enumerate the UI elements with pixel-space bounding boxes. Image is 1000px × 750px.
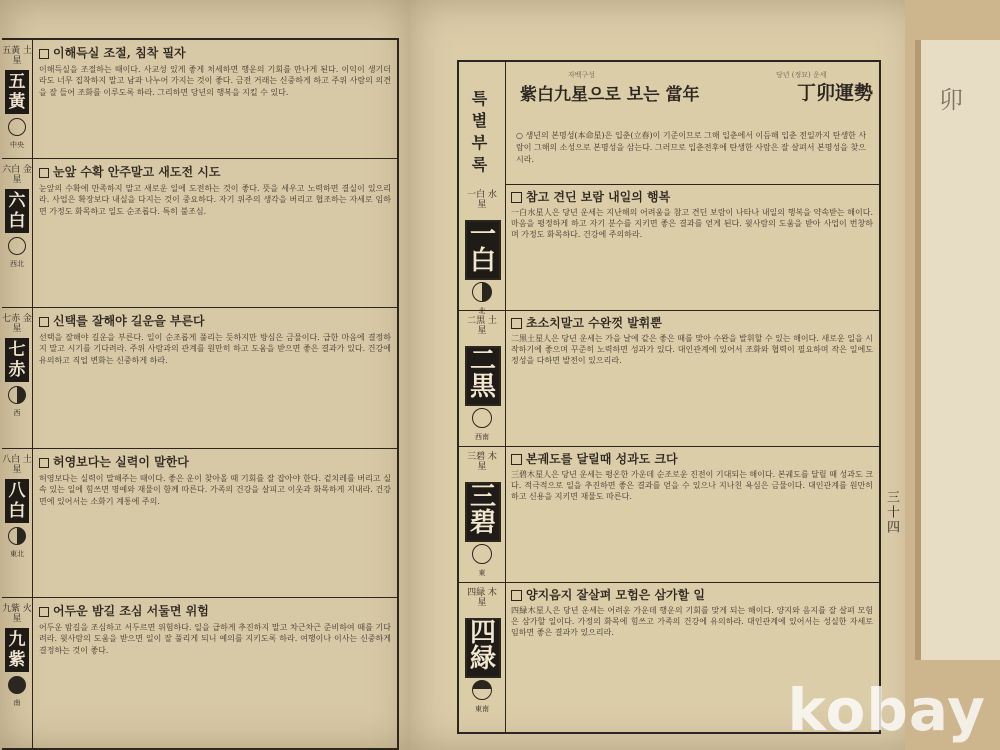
direction-label: 中央 [10,141,24,149]
star-circle-icon [8,237,26,255]
section-text: 一白水星人은 당년 운세는 지난해의 어려움을 참고 견딘 보람이 나타나 내일의 행복을 약속받는 해이다. 마음을 평정하게 하고 자기 분수를 지키면 좋은 결과를 얻게 된다. 윗사람의 도움을 받아 사업이 번창하며 가정도 화목하다. 건강에 주의하라. [511,208,873,240]
section-heading [39,453,391,470]
star-circle-icon [8,386,26,404]
star-label: 六白 金星 [2,165,32,185]
page-header [506,62,879,185]
section-heading [39,44,391,61]
checkbox-icon [511,318,522,329]
star-badge [459,446,506,582]
section-text: 이해득실을 조절하는 때이다. 사교성 있게 좋게 처세하면 행운의 기회를 만나게 된다. 이익이 생기더라도 너무 집착하지 말고 남과 나누어 가지는 것이 좋다. 금전 거래는 신중하게 하고 주위 사람의 의견을 잘 들어 조화를 이루도록 하라. 그리하면 당년의 행복을 지킬 수 있다. [39,65,391,97]
section-text: 눈앞의 수확에 만족하지 말고 새로운 일에 도전하는 것이 좋다. 뜻을 세우고 노력하면 결실이 있으리라. 사업은 확장보다 내실을 다지는 것이 중요하다. 자기 위주의 생각을 버리고 협조하는 자세로 임하면 가정도 화목하고 일도 순조롭다. 특히 불조심. [39,184,391,216]
left-section [2,308,397,449]
right-section [459,184,879,315]
direction-label: 東 [478,569,486,577]
left-section [2,159,397,308]
section-heading [511,188,873,205]
watermark-logo: kobay [787,676,986,744]
star-name: 三碧 [465,482,501,542]
section-heading [39,312,391,329]
section-heading [511,314,873,331]
section-heading [511,586,873,603]
right-section [459,446,879,583]
star-circle-icon [472,408,492,428]
section-heading-text: 이해득실 조절, 침착 필자 [53,46,186,60]
direction-label: 北 [478,307,486,315]
title-ruby: 자백구성 [568,71,596,79]
section-body [511,314,873,367]
section-heading-text: 눈앞 수확 안주말고 새도전 시도 [53,165,221,179]
star-name: 一白 [465,220,501,280]
section-body [33,159,397,307]
right-fortune-frame [457,60,881,734]
section-heading-text: 양지음지 잘살펴 모험은 삼가할 일 [526,588,706,602]
star-badge [459,184,506,315]
section-text: 선택을 잘해야 길운을 부른다. 일이 순조롭게 풀리는 듯하지만 방심은 금물이다. 급한 마음에 결정하지 말고 시기를 기다려라. 주위 사람과의 관계를 원만히 하고 도움을 받으면 좋은 결과가 있다. 건강에 유의하고 직업 변화는 신중하게 하라. [39,333,391,365]
section-body [511,586,873,639]
star-circle-icon [8,527,26,545]
star-label: 三碧 木星 [467,452,497,472]
star-badge [2,308,33,448]
page-number: 三十四 [884,490,899,535]
star-badge [459,310,506,446]
year-ruby: 당년 (정묘) 운세 [776,71,827,79]
left-page [0,0,412,750]
left-section [2,40,397,159]
checkbox-icon [39,317,49,327]
star-name: 七赤 [5,338,29,382]
star-name: 六白 [5,189,29,233]
star-name: 八白 [5,479,29,523]
star-circle-icon [472,544,492,564]
direction-label: 西北 [10,260,24,268]
section-heading-text: 신택를 잘해야 길운을 부른다 [53,314,205,328]
section-body [33,598,397,748]
star-circle-icon [8,676,26,694]
section-text: 허영보다는 실력이 말해주는 때이다. 좋은 운이 찾아올 때 기회를 잘 잡아야 한다. 겉치레를 버리고 실속 있는 일에 힘쓰면 명예와 재물이 함께 따른다. 가족의 건강을 살피고 이웃과 화목하게 지내라. 건강면에 있어서는 소화기 계통에 주의. [39,474,391,506]
star-name: 九紫 [5,628,29,672]
right-section [459,310,879,447]
direction-label: 西南 [475,433,489,441]
star-label: 四緑 木星 [467,588,497,608]
intro-text: ○ 생년의 본명성(本命星)은 입춘(立春)이 기준이므로 그해 입춘에서 이듬해 입춘 전일까지 탄생한 사람이 그해의 소성으로 본명성을 삼는다. 그러므로 입춘전후에 탄생한 사람은 잘 살펴서 본명성을 찾으시라. [516,131,867,164]
next-page-edge [905,0,1000,750]
section-heading [511,450,873,467]
right-page [410,0,920,750]
star-badge [2,159,33,307]
checkbox-icon [39,168,49,178]
cover-sheet: 卯 [915,40,1000,660]
star-circle-icon [8,118,26,136]
section-text: 三碧木星人은 당년 운세는 평온한 가운데 순조로운 진전이 기대되는 해이다. 본궤도를 달릴 때 성과도 크다. 적극적으로 일을 추진하면 좋은 결과를 얻을 수 있으나 지나친 욕심은 금물이다. 대인관계를 원만히 하고 신용을 지키면 재물도 따른다. [511,470,873,502]
section-heading-text: 어두운 밤길 조심 서둘면 위험 [53,604,209,618]
page-title: 紫白九星으로 보는 當年 [520,85,700,105]
section-text: 어두운 밤길을 조심하고 서두르면 위험하다. 일을 급하게 추진하지 말고 차근차근 준비하여 때를 기다려라. 윗사람의 도움을 받으면 일이 잘 풀리게 되니 예의를 지키도록 하라. 여행이나 이사는 신중하게 결정하는 것이 좋다. [39,623,391,655]
star-circle-icon [472,680,492,700]
star-label: 一白 水星 [467,190,497,210]
star-badge [459,582,506,732]
section-body [33,449,397,597]
left-section [2,598,397,748]
direction-label: 南 [13,699,21,707]
year-title: 丁卯運勢 [796,82,873,104]
checkbox-icon [39,607,49,617]
section-heading-text: 참고 견딘 보람 내일의 행복 [526,190,671,204]
section-body [33,40,397,158]
section-heading [39,602,391,619]
checkbox-icon [511,454,522,465]
star-name: 二黒 [465,346,501,406]
section-heading-text: 초소치말고 수완껏 발휘뿐 [526,316,662,330]
star-circle-icon [472,282,492,302]
star-label: 五黃 土星 [2,46,32,66]
section-text: 二黒土星人은 당년 운세는 가을 날에 같은 좋은 때를 맞아 수완을 발휘할 수 있는 해이다. 새로운 일을 시작하기에 좋으며 꾸준히 노력하면 성과가 있다. 대인관계에 있어서 조화와 협력이 필요하며 작은 일에도 정성을 다하면 발전이 있으리라. [511,334,873,366]
right-sections [459,184,879,732]
section-heading-text: 허영보다는 실력이 말한다 [53,455,189,469]
checkbox-icon [39,49,49,59]
star-badge [2,598,33,748]
checkbox-icon [39,458,49,468]
left-section [2,449,397,598]
star-label: 二黒 土星 [467,316,497,336]
star-label: 八白 土星 [2,455,32,475]
direction-label: 西 [13,409,21,417]
star-name: 四緑 [465,618,501,678]
direction-label: 東北 [10,550,24,558]
section-heading-text: 본궤도를 달릴때 성과도 크다 [526,452,678,466]
side-title: 특별부록 [469,90,488,178]
star-name: 五黃 [5,70,29,114]
star-badge [2,449,33,597]
section-heading [39,163,391,180]
section-body [511,450,873,503]
left-fortune-table [2,38,399,750]
checkbox-icon [511,590,522,601]
section-body [511,188,873,241]
direction-label: 東南 [475,705,489,713]
section-text: 四緑木星人은 당년 운세는 어려운 가운데 행운의 기회를 맞게 되는 해이다. 양지와 음지를 잘 살펴 모험은 삼가할 일이다. 가정의 화목에 힘쓰고 가족의 건강에 유의하라. 대인관계에 있어서는 성실한 자세로 임하면 좋은 결과가 있으리라. [511,606,873,638]
checkbox-icon [511,192,522,203]
section-body [33,308,397,448]
star-label: 七赤 金星 [2,314,32,334]
star-label: 九紫 火星 [2,604,32,624]
star-badge [2,40,33,158]
